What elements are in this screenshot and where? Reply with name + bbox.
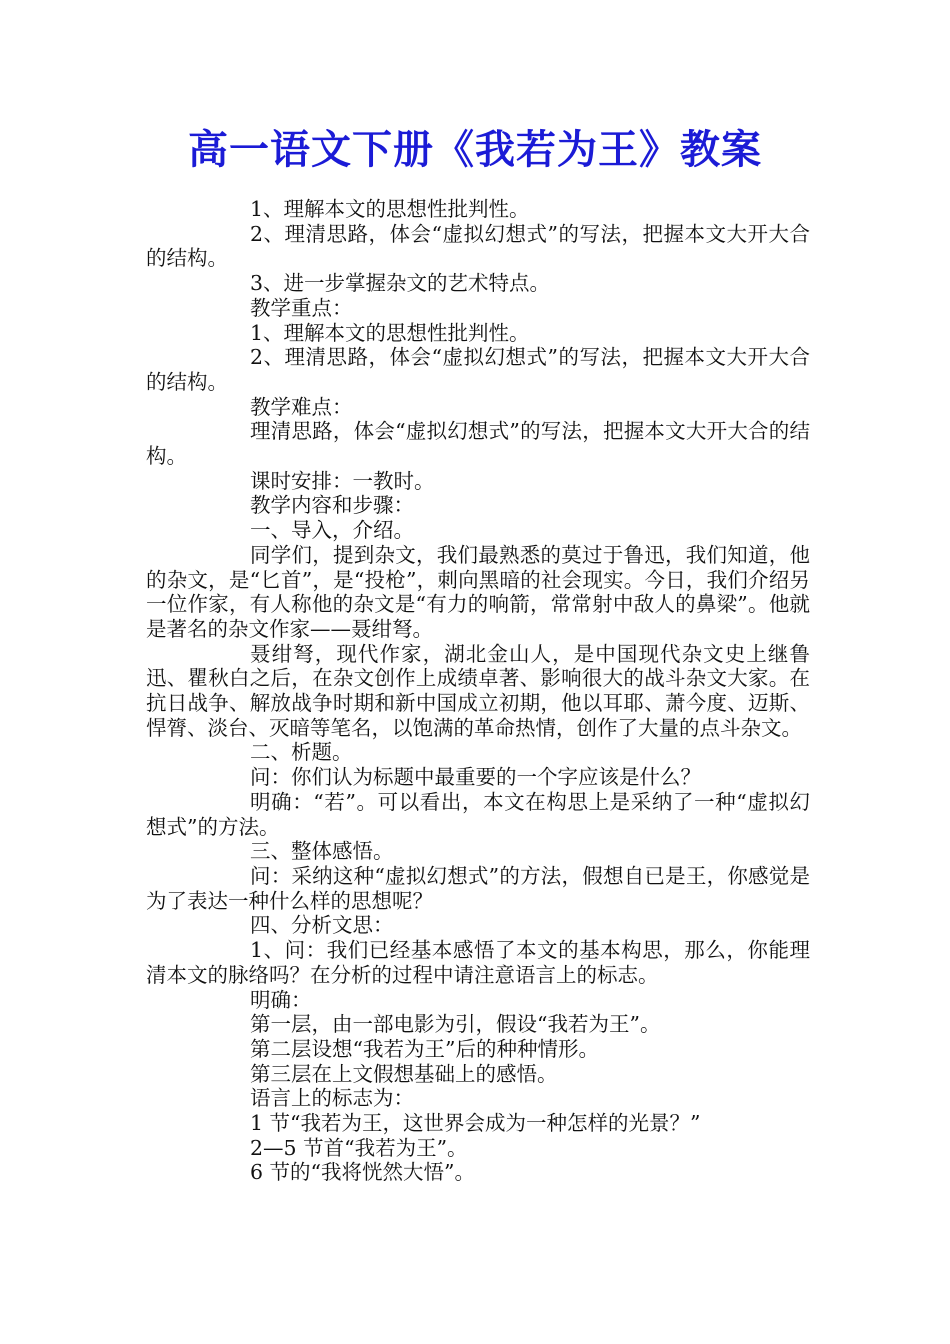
paragraph-section-4-heading: 四、分析文思： <box>250 913 394 938</box>
paragraph-structure-question: 1、问：我们已经基本感悟了本文的基本构思，那么，你能理清本文的脉络吗？在分析的过程中请注意语言上的标志。 <box>146 938 810 987</box>
paragraph-objective-3: 3、进一步掌握杂文的艺术特点。 <box>250 271 551 296</box>
paragraph-overall-question: 问：采纳这种“虚拟幻想式”的方法，假想自已是王，你感觉是为了表达一种什么样的思想呢？ <box>146 863 810 913</box>
paragraph-objective-1: 1、理解本文的思想性批判性。 <box>250 197 530 221</box>
paragraph-marker-1: 1 节“我若为王，这世界会成为一种怎样的光景？” <box>250 1111 701 1136</box>
paragraph-key-point-1: 1、理解本文的思想性批判性。 <box>250 320 530 345</box>
paragraph-layer-3: 第三层在上文假想基础上的感悟。 <box>250 1061 558 1086</box>
paragraph-layer-2: 第二层设想“我若为王”后的种种情形。 <box>250 1036 599 1061</box>
paragraph-author-bio: 聂绀弩，现代作家，湖北金山人，是中国现代杂文史上继鲁迅、瞿秋白之后，在杂文创作上成绩卓著、影响很大的战斗杂文大家。在抗日战争、解放战争时期和新中国成立初期，他以耳耶、萧今度、迈斯、悍膂、淡台、灭暗等笔名，以饱满的革命热情，创作了大量的点斗杂文。 <box>146 641 810 740</box>
document-body <box>146 197 810 1185</box>
paragraph-key-point-2: 2、理清思路，体会“虚拟幻想式”的写法，把握本文大开大合的结构。 <box>146 345 810 394</box>
paragraph-marker-2: 2—5 节首“我若为王”。 <box>250 1135 468 1160</box>
paragraph-marker-3: 6 节的“我将恍然大悟”。 <box>250 1160 476 1185</box>
paragraph-layer-1: 第一层，由一部电影为引，假设“我若为王”。 <box>250 1012 661 1037</box>
paragraph-section-1-heading: 一、导入，介绍。 <box>250 518 414 543</box>
paragraph-section-3-heading: 三、整体感悟。 <box>250 839 394 864</box>
paragraph-objective-2: 2、理清思路，体会“虚拟幻想式”的写法，把握本文大开大合的结构。 <box>146 221 810 271</box>
paragraph-title-answer: 明确：“若”。可以看出，本文在构思上是采纳了一种“虚拟幻想式”的方法。 <box>146 789 810 839</box>
paragraph-steps-heading: 教学内容和步骤： <box>250 493 414 518</box>
paragraph-answer-label: 明确： <box>250 987 312 1012</box>
paragraph-schedule: 课时安排：一教时。 <box>250 468 435 493</box>
document-title: 高一语文下册《我若为王》教案 <box>188 126 762 173</box>
paragraph-introduction: 同学们，提到杂文，我们最熟悉的莫过于鲁迅，我们知道，他的杂文，是“匕首”，是“投枪”，刺向黑暗的社会现实。今日，我们介绍另一位作家，有人称他的杂文是“有力的响箭，常常射中敌人的鼻梁”。他就是著名的杂文作家——聂绀弩。 <box>146 542 810 641</box>
paragraph-markers-heading: 语言上的标志为： <box>250 1086 414 1111</box>
paragraph-difficulty-heading: 教学难点： <box>250 394 353 419</box>
paragraph-difficulty: 理清思路，体会“虚拟幻想式”的写法，把握本文大开大合的结构。 <box>146 419 810 469</box>
paragraph-section-2-heading: 二、析题。 <box>250 740 353 765</box>
paragraph-key-points-heading: 教学重点： <box>250 295 353 320</box>
paragraph-title-question: 问：你们认为标题中最重要的一个字应该是什么？ <box>250 765 701 790</box>
